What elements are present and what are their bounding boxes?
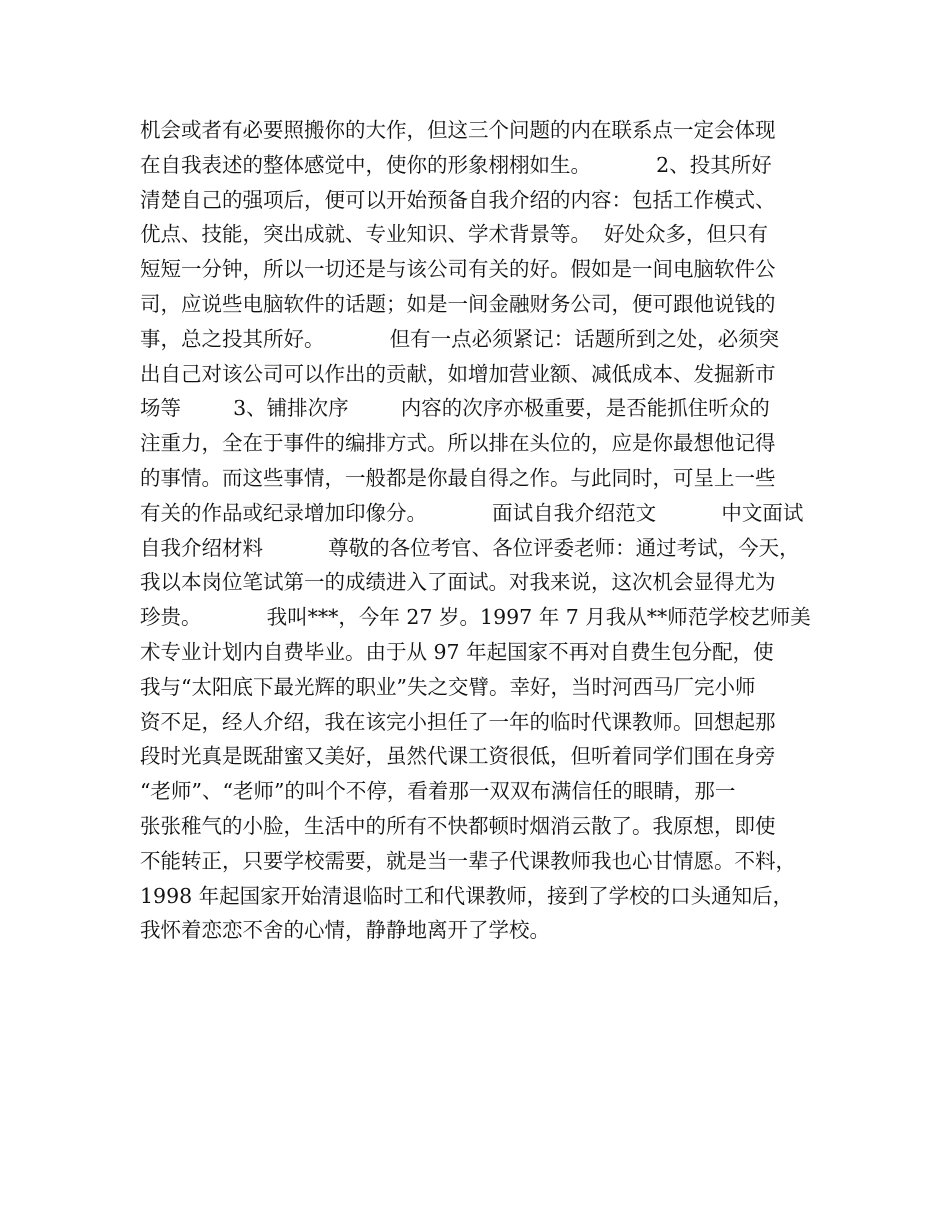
text-line: 有关的作品或纪录增加印像分。 面试自我介绍范文 中文面试 xyxy=(140,500,804,525)
text-line: 不能转正，只要学校需要，就是当一辈子代课教师我也心甘情愿。不料， xyxy=(140,848,796,873)
text-line: 注重力，全在于事件的编排方式。所以排在头位的，应是你最想他记得 xyxy=(140,431,776,456)
text-line: 术专业计划内自费毕业。由于从 97 年起国家不再对自费生包分配，使 xyxy=(140,639,774,664)
text-line: 短短一分钟，所以一切还是与该公司有关的好。假如是一间电脑软件公 xyxy=(140,257,776,282)
text-line: 司，应说些电脑软件的话题；如是一间金融财务公司，便可跟他说钱的 xyxy=(140,291,776,316)
text-line: 事，总之投其所好。 但有一点必须紧记：话题所到之处，必须突 xyxy=(140,326,780,351)
text-line: 场等 3、铺排次序 内容的次序亦极重要，是否能抓住听众的 xyxy=(140,396,770,421)
text-line: 优点、技能，突出成就、专业知识、学术背景等。 好处众多，但只有 xyxy=(140,222,769,247)
text-line: 清楚自己的强项后，便可以开始预备自我介绍的内容：包括工作模式、 xyxy=(140,187,776,212)
text-line: 我与“太阳底下最光辉的职业”失之交臂。幸好，当时河西马厂完小师 xyxy=(140,674,756,699)
text-line: 机会或者有必要照搬你的大作，但这三个问题的内在联系点一定会体现 xyxy=(140,118,776,142)
text-line: 1998 年起国家开始清退临时工和代课教师，接到了学校的口头通知后， xyxy=(140,883,794,908)
text-line: 的事情。而这些事情，一般都是你最自得之作。与此同时，可呈上一些 xyxy=(140,465,776,490)
text-line: 自我介绍材料 尊敬的各位考官、各位评委老师：通过考试，今天， xyxy=(140,535,800,560)
text-line: 在自我表述的整体感觉中，使你的形象栩栩如生。 2、投其所好 xyxy=(140,152,772,177)
text-line: 我怀着恋恋不舍的心情，静静地离开了学校。 xyxy=(140,918,550,943)
text-line: 我以本岗位笔试第一的成绩进入了面试。对我来说，这次机会显得尤为 xyxy=(140,570,776,595)
text-line: 珍贵。 我叫***，今年 27 岁。1997 年 7 月我从**师范学校艺师美 xyxy=(140,605,811,630)
document-body xyxy=(140,113,830,948)
text-line: 段时光真是既甜蜜又美好，虽然代课工资很低，但听着同学们围在身旁 xyxy=(140,744,776,769)
text-line: 张张稚气的小脸，生活中的所有不快都顿时烟消云散了。我原想，即使 xyxy=(140,813,776,838)
text-line: 出自己对该公司可以作出的贡献，如增加营业额、减低成本、发掘新市 xyxy=(140,361,776,386)
text-line: 资不足，经人介绍，我在该完小担任了一年的临时代课教师。回想起那 xyxy=(140,709,776,734)
text-line: “老师”、“老师”的叫个不停，看着那一双双布满信任的眼睛，那一 xyxy=(140,779,736,804)
